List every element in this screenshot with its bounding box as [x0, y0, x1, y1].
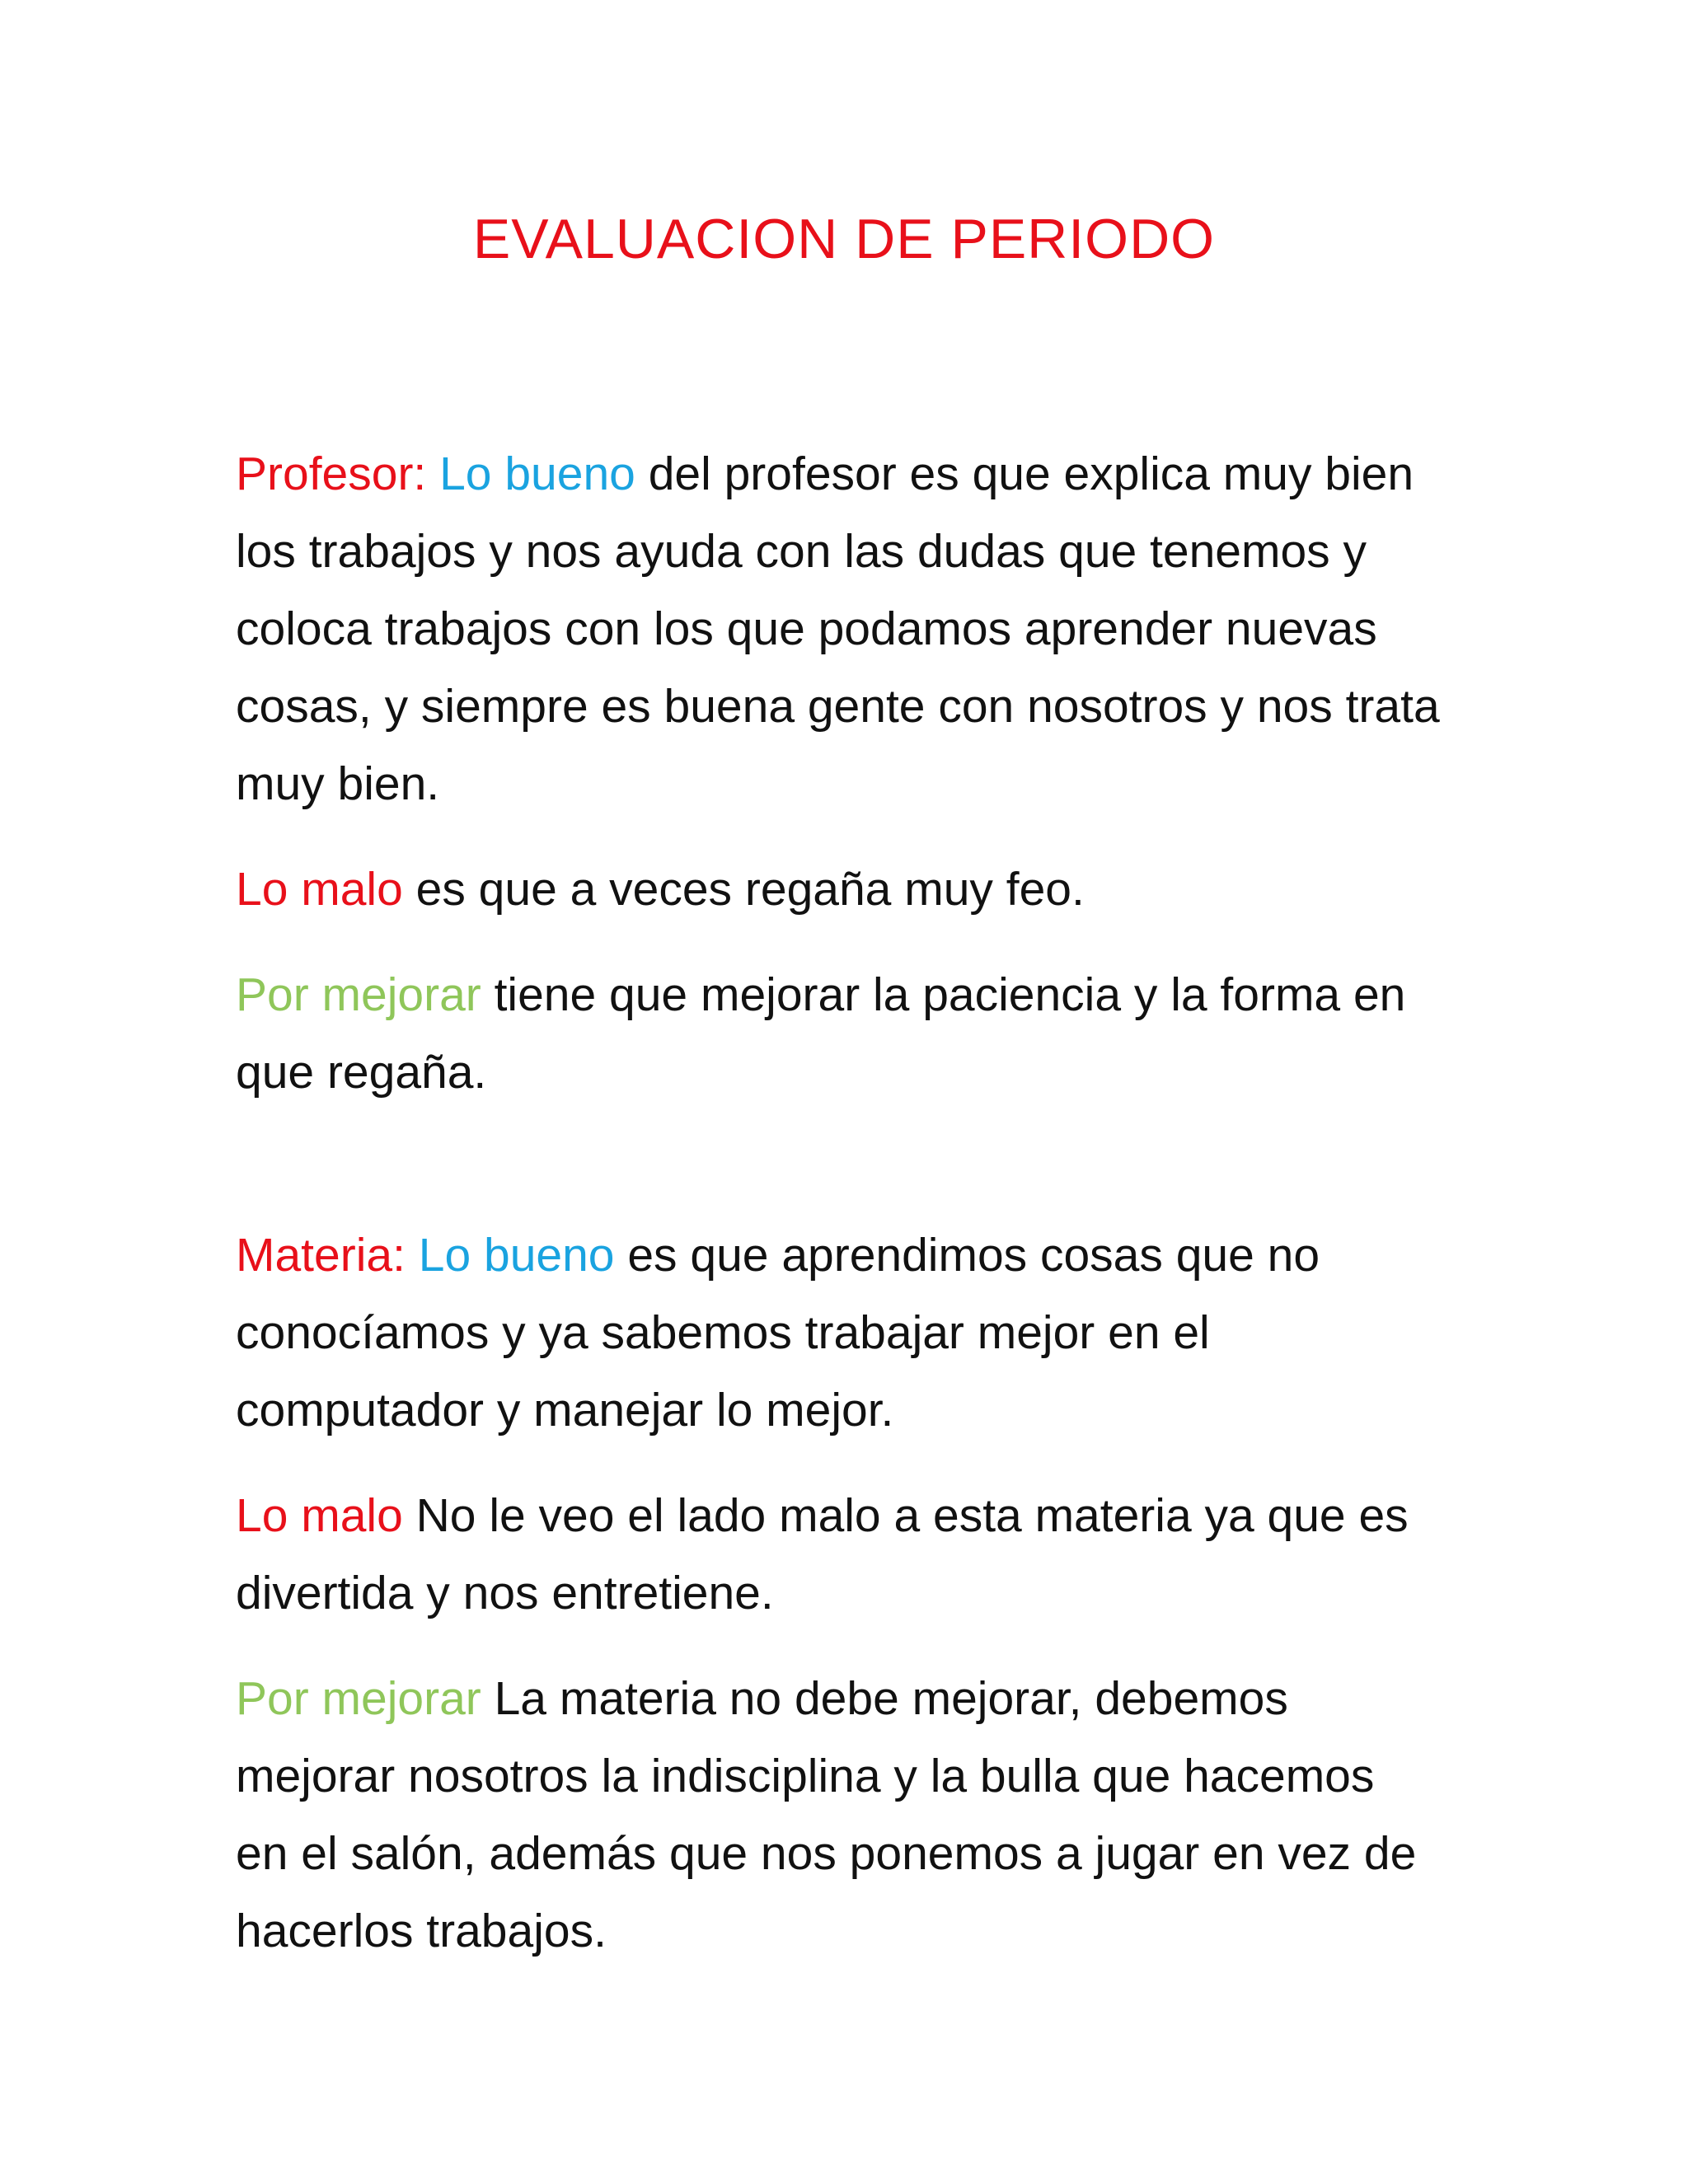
materia-bueno-paragraph: [236, 1216, 1431, 1449]
section-spacer: [236, 1139, 1464, 1216]
materia-malo-paragraph: [236, 1477, 1456, 1632]
materia-malo-label: Lo malo: [236, 1489, 403, 1542]
materia-bueno-text: es que aprendimos cosas que no conocíamos y ya sabemos trabajar mejor en el computador y manejar lo mejor.: [236, 1229, 1320, 1436]
profesor-malo-label: Lo malo: [236, 863, 403, 916]
profesor-heading: Profesor:: [236, 448, 427, 500]
materia-mejorar-paragraph: [236, 1660, 1423, 1970]
materia-mejorar-label: Por mejorar: [236, 1672, 481, 1725]
materia-mejorar-text: La materia no debe mejorar, debemos mejorar nosotros la indisciplina y la bulla que hacemos en el salón, además que nos ponemos a jugar en vez de hacerlos trabajos.: [236, 1672, 1417, 1957]
page-title: EVALUACION DE PERIODO: [472, 208, 1216, 270]
materia-heading: Materia:: [236, 1229, 406, 1282]
document-body: [236, 435, 1464, 1998]
profesor-mejorar-paragraph: [236, 956, 1447, 1111]
profesor-mejorar-label: Por mejorar: [236, 968, 481, 1021]
profesor-malo-paragraph: [236, 851, 1464, 928]
profesor-bueno-paragraph: [236, 435, 1456, 823]
profesor-mejorar-text: tiene que mejorar la paciencia y la forma en que regaña.: [236, 968, 1406, 1099]
profesor-bueno-text: del profesor es que explica muy bien los trabajos y nos ayuda con las dudas que tenemos y coloca trabajos con los que podamos aprender nuevas cosas, y siempre es buena gente con nosotros y nos trata muy bien.: [236, 448, 1440, 810]
materia-bueno-label: Lo bueno: [418, 1229, 615, 1282]
profesor-bueno-label: Lo bueno: [439, 448, 635, 500]
profesor-malo-text: es que a veces regaña muy feo.: [415, 863, 1085, 916]
materia-malo-text: No le veo el lado malo a esta materia ya que es divertida y nos entretiene.: [236, 1489, 1409, 1619]
